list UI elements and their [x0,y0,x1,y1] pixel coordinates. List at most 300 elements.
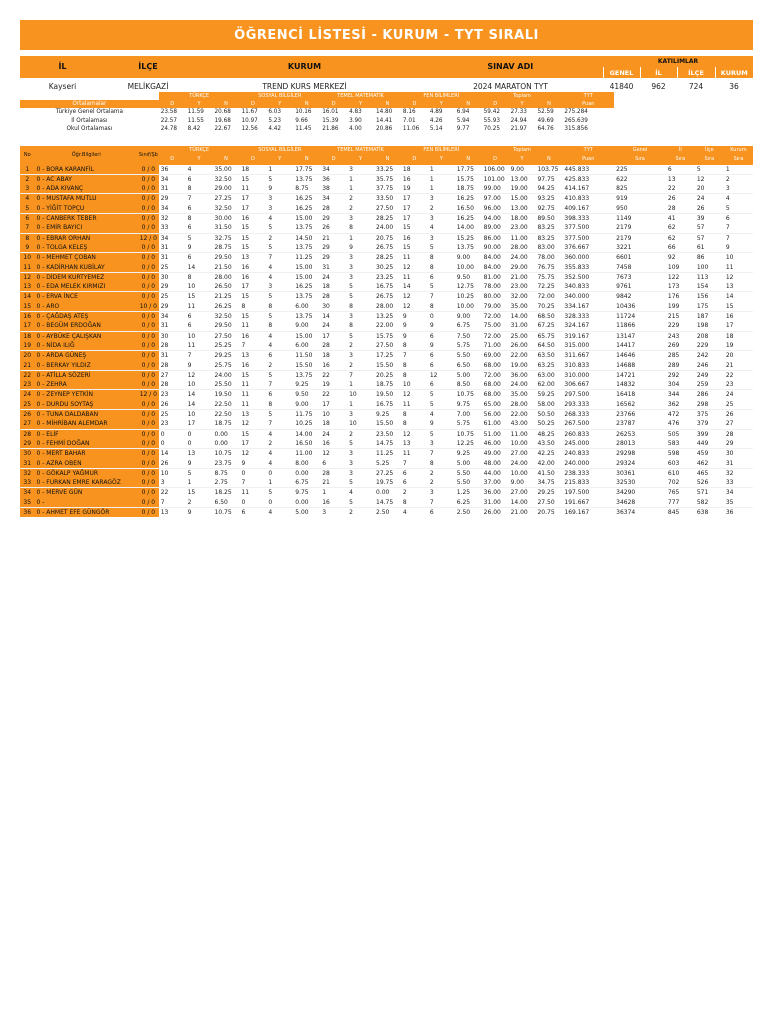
score-cell: 6.50 [213,498,240,508]
student-name: 0 - AZRA OBEN [34,459,138,469]
score-cell: 5 [347,478,374,488]
table-row [20,223,753,233]
student-no: 29 [20,439,34,449]
score-cell: 9 [402,313,407,321]
score-cell: 8 [187,215,192,223]
kat-kurum-label: KURUM [715,67,753,78]
score-cell: 31 [159,321,186,331]
section-header: Toplam [482,92,563,100]
score-cell: 12 [401,263,428,273]
score-cell: 12 [322,450,330,458]
score-cell: 8 [402,371,407,379]
rank-cell: 23766 [616,411,636,419]
score-cell: 7 [402,352,407,360]
score-cell: 16 [320,361,347,371]
score-cell: 6 [429,273,434,281]
score-cell: 4 [268,215,273,223]
score-cell: 9 [428,321,455,331]
score-cell: 3 [349,254,353,262]
score-cell: 17.25 [376,352,394,360]
score-cell: 30.00 [214,215,232,223]
rank-cell: 154 [695,282,724,292]
student-no: 16 [20,312,34,322]
student-class: 0 / 0 [138,439,159,449]
score-cell: 328.333 [564,313,590,321]
score-cell: 67.25 [535,321,562,331]
student-no: 27 [20,419,34,429]
rank-cell: 109 [666,263,695,273]
rank-cell: 92 [667,254,676,262]
score-cell: 27.50 [374,341,401,351]
score-cell: 32 [160,215,169,223]
sub-col-header: N [374,155,401,164]
student-no: 21 [20,361,34,371]
score-cell: 5 [268,293,273,301]
score-cell: 50.50 [537,411,555,419]
score-cell: 31 [160,254,169,262]
score-cell: 6 [186,223,213,233]
table-row [20,272,753,282]
score-cell: 23.00 [509,282,536,292]
table-row [20,351,753,361]
score-cell: 101.00 [483,175,505,183]
rank-cell: 259 [695,380,724,390]
score-cell: 5 [268,371,273,379]
score-cell: 410.833 [564,195,590,203]
score-cell: 306.667 [562,380,614,390]
score-cell: 324.167 [562,321,614,331]
sub-col-header: D [401,100,428,108]
student-class: 0 / 0 [138,204,159,214]
score-cell: 445.833 [562,165,614,175]
score-cell: 8 [187,273,192,281]
score-cell: 7 [429,293,434,301]
student-name: 0 - AHMET EFE GÜNGÖR [34,507,138,517]
empty-cell [614,100,753,108]
rank-cell: 269 [666,341,695,351]
score-cell: 5 [266,243,293,253]
score-cell: 13.75 [295,175,313,183]
rank-cell: 199 [666,302,695,312]
score-cell: 11 [401,400,428,410]
score-cell: 19 [401,184,428,194]
score-cell: 6 [429,352,434,360]
student-class: 12 / 0 [139,234,157,242]
score-cell: 63.50 [537,352,555,360]
score-cell: 19.50 [376,391,394,399]
score-cell: 1 [428,165,455,175]
rank-cell: 465 [696,469,709,477]
rank-cell: 66 [666,243,695,253]
sub-col-header: N [535,100,562,108]
score-cell: 42.00 [535,459,562,469]
score-cell: 27.25 [214,195,232,203]
sinav-value: 2024 MARATON TYT [418,78,603,96]
score-cell: 43.00 [509,419,536,429]
score-cell: 27.00 [510,450,528,458]
score-cell: 1 [428,184,455,194]
score-cell: 15.50 [374,419,401,429]
score-cell: 1 [186,478,213,488]
score-cell: 6 [187,313,192,321]
rank-cell: 41 [667,215,676,223]
score-cell: 28 [159,361,186,371]
score-cell: 6 [401,478,428,488]
average-value: 52.59 [537,109,554,116]
score-cell: 4 [268,332,273,340]
rank-cell: 505 [667,430,680,438]
score-cell: 6 [241,508,246,516]
student-class: 0 / 0 [138,174,159,184]
score-cell: 3 [347,459,374,469]
score-cell: 0 [429,313,434,321]
score-cell: 2.75 [213,478,240,488]
rank-cell: 33 [724,478,753,488]
section-header: Toplam [482,146,563,155]
table-row [20,390,753,400]
rank-cell: 379 [695,419,724,429]
table-row [20,184,753,194]
score-cell: 8.75 [293,184,320,194]
score-cell: 26.75 [374,243,401,253]
score-cell: 72.00 [483,371,501,379]
score-cell: 398.333 [564,215,590,223]
sub-col-header: Y [428,100,455,108]
score-cell: 3 [347,263,374,273]
sub-col-header: D [239,100,266,108]
score-cell: 36 [159,165,186,175]
score-cell: 78.00 [537,254,555,262]
rank-cell: 26 [667,195,676,203]
average-name: Türkiye Genel Ortalama [55,109,123,116]
average-value: 55.93 [483,117,500,124]
il-label: İL [20,56,105,78]
rank-cell: 246 [695,361,724,371]
score-cell: 2 [266,439,293,449]
score-cell: 7 [266,380,293,390]
rank-cell: 14646 [616,352,636,360]
puan-header: Puan [562,155,614,164]
score-cell: 28 [322,469,330,477]
score-cell: 6 [268,352,273,360]
score-cell: 10.25 [293,419,320,429]
score-cell: 4 [268,450,273,458]
score-cell: 1 [266,165,293,175]
score-cell: 14 [160,450,169,458]
score-cell: 63.00 [537,371,555,379]
student-no: 12 [20,272,34,282]
rank-cell: 29 [724,439,753,449]
rank-cell: 173 [666,282,695,292]
score-cell: 92.75 [535,204,562,214]
score-cell: 21.25 [214,293,232,301]
average-value: 24.94 [510,117,527,124]
score-cell: 8 [186,184,213,194]
score-cell: 7 [159,498,186,508]
score-cell: 7 [239,478,266,488]
score-cell: 72.25 [535,282,562,292]
score-cell: 10 [401,380,428,390]
student-no: 8 [20,233,34,243]
rank-cell: 175 [695,302,724,312]
rank-cell: 249 [696,371,709,379]
rank-cell: 919 [616,195,628,203]
score-cell: 11 [239,321,266,331]
score-cell: 34 [159,204,186,214]
score-cell: 17 [239,439,266,449]
rank-cell: 2179 [616,234,632,242]
score-cell: 38 [320,184,347,194]
score-cell: 0 [268,469,273,477]
table-row [20,204,753,214]
score-cell: 3 [349,352,353,360]
student-no: 7 [20,223,34,233]
average-name: İl Ortalaması [71,117,108,124]
score-cell: 34 [160,313,169,321]
rank-cell: 20 [695,184,724,194]
student-no: 32 [20,468,34,478]
rank-cell: 36374 [616,508,636,516]
sub-col-header: N [455,100,482,108]
average-value: 9.77 [456,125,470,132]
score-cell: 9.50 [456,273,471,281]
rank-cell: 298 [695,400,724,410]
score-cell: 0 [266,498,293,508]
student-name: 0 - FEHMİ DOĞAN [34,439,138,449]
score-cell: 16 [241,273,250,281]
score-cell: 33.50 [376,195,394,203]
student-no: 26 [20,410,34,420]
rank-cell: 622 [616,175,628,183]
score-cell: 28 [322,293,330,301]
score-cell: 22 [160,489,169,497]
average-value: 59.42 [483,109,500,116]
score-cell: 10 [187,332,196,340]
score-cell: 238.333 [564,469,590,477]
score-cell: 29.25 [537,489,555,497]
average-value: 4.89 [429,109,443,116]
student-class: 0 / 0 [138,292,159,302]
average-value: 70.25 [483,125,500,132]
student-class: 0 / 0 [138,459,159,469]
rank-cell: 4 [725,195,730,203]
sub-col-header: N [293,155,320,164]
score-cell: 0 [241,469,246,477]
score-cell: 1 [347,400,374,410]
score-cell: 21 [320,478,347,488]
rank-cell: 9761 [614,282,666,292]
score-cell: 3 [429,234,434,242]
score-cell: 14 [187,391,196,399]
rank-cell: 243 [667,332,680,340]
student-name: 0 - MERT BAHAR [34,449,138,459]
student-name: 0 - MİHRİBAN ALEMDAR [34,419,138,429]
score-cell: 9 [239,459,266,469]
rank-cell: 1149 [616,215,632,223]
empty-cell [614,92,753,100]
average-value: 6.03 [268,109,282,116]
score-cell: 16 [320,439,347,449]
score-cell: 2 [349,508,353,516]
exam-info-table [20,56,753,96]
average-value: 14.80 [376,109,393,116]
student-no: 17 [20,321,34,331]
rank-cell: 34290 [616,489,636,497]
score-cell: 9.00 [293,321,320,331]
section-header: SOSYAL BİLGİLER [239,92,320,100]
rank-cell: 285 [667,352,680,360]
score-cell: 84.00 [482,263,509,273]
rank-cell: 7673 [616,273,632,281]
score-cell: 10.00 [455,302,482,312]
kat-kurum-value: 36 [715,78,753,96]
score-cell: 9 [428,419,455,429]
score-cell: 24 [322,273,330,281]
score-cell: 9.50 [295,391,309,399]
score-cell: 10.00 [510,469,528,477]
score-cell: 6 [187,254,192,262]
score-cell: 15.00 [510,195,528,203]
score-cell: 5 [349,293,353,301]
rank-cell: 25 [724,400,753,410]
score-cell: 29.50 [214,254,232,262]
student-no: 22 [20,370,34,380]
table-row [20,331,753,341]
score-cell: 8 [347,223,374,233]
score-cell: 24.00 [509,459,536,469]
score-cell: 9 [428,341,455,351]
score-cell: 16 [241,215,250,223]
score-cell: 2 [402,489,407,497]
score-cell: 28 [320,341,347,351]
rank-cell: 638 [696,508,709,516]
section-header: TÜRKÇE [159,92,240,100]
score-cell: 11.75 [295,411,313,419]
score-cell: 28.00 [509,243,536,253]
rank-cell: 603 [666,459,695,469]
sub-col-header: D [159,155,186,164]
table-row [20,214,753,224]
table-row [20,243,753,253]
score-cell: 22.50 [214,411,232,419]
score-cell: 25.00 [510,332,528,340]
score-cell: 75.75 [537,273,555,281]
score-cell: 5.50 [456,352,471,360]
score-cell: 5 [266,223,293,233]
score-cell: 9.00 [456,313,471,321]
score-cell: 25 [159,263,186,273]
score-cell: 0 [187,430,192,438]
average-value: 7.01 [402,117,416,124]
table-row [20,321,753,331]
score-cell: 25.75 [213,361,240,371]
score-cell: 9.75 [455,400,482,410]
average-row [20,108,753,116]
score-cell: 69.00 [483,352,501,360]
score-cell: 3 [322,508,327,516]
score-cell: 28.75 [213,243,240,253]
average-value: 20.68 [214,109,231,116]
rank-cell: 198 [695,321,724,331]
score-cell: 169.167 [564,508,590,516]
score-cell: 4 [268,273,273,281]
rank-cell: 113 [696,273,709,281]
student-name: 0 - ARDA GÜNEŞ [34,351,138,361]
student-class: 0 / 0 [138,243,159,253]
no-header: No [20,146,34,165]
sub-col-header: D [320,155,347,164]
score-cell: 17 [402,215,411,223]
score-cell: 8 [266,302,293,312]
score-cell: 8 [239,302,266,312]
score-cell: 11 [402,273,411,281]
rank-cell: 57 [696,234,705,242]
score-cell: 414.167 [562,184,614,194]
score-cell: 68.00 [482,380,509,390]
rank-cell: 176 [667,293,680,301]
score-cell: 5 [349,332,353,340]
sub-col-header: D [239,155,266,164]
sira-header: Sıra [666,155,695,164]
score-cell: 26.25 [213,302,240,312]
score-cell: 29 [322,254,330,262]
average-value: 64.76 [537,125,554,132]
average-value: 49.69 [537,117,554,124]
score-cell: 4 [268,430,273,438]
score-cell: 3 [349,450,353,458]
student-name: 0 - TUNA DALDABAN [34,410,138,420]
rank-cell: 7458 [614,263,666,273]
rank-cell: 9842 [616,293,632,301]
score-cell: 32.00 [510,293,528,301]
score-cell: 2 [428,478,455,488]
score-cell: 9.00 [509,478,536,488]
score-cell: 191.667 [562,498,614,508]
rank-header: İl [666,146,695,155]
score-cell: 8.50 [455,380,482,390]
score-cell: 6.25 [455,498,482,508]
rank-cell: 765 [667,489,680,497]
rank-header: İlçe [695,146,724,155]
rank-cell: 34628 [614,498,666,508]
score-cell: 2 [347,361,374,371]
score-cell: 11 [241,391,250,399]
student-name: 0 - BEGÜM ERDOĞAN [34,321,138,331]
score-cell: 7 [428,498,455,508]
score-cell: 30 [320,302,347,312]
score-cell: 16.75 [374,282,401,292]
score-cell: 8 [428,263,455,273]
rank-cell: 61 [695,243,724,253]
score-cell: 5 [268,489,273,497]
score-cell: 24.00 [510,254,528,262]
student-class: 0 / 0 [138,488,159,498]
score-cell: 268.333 [564,411,590,419]
rank-cell: 286 [696,391,709,399]
score-cell: 5 [268,411,273,419]
score-cell: 36.00 [510,371,528,379]
score-cell: 18 [239,165,266,175]
average-value: 11.55 [187,117,204,124]
score-cell: 2 [266,361,293,371]
score-cell: 10.25 [456,293,474,301]
student-name: 0 - DURDU SOYTAŞ [34,400,138,410]
score-cell: 8 [401,341,428,351]
score-cell: 90.00 [482,243,509,253]
score-cell: 0.00 [214,430,228,438]
student-name: 0 - EBRAR ORHAN [34,233,138,243]
score-cell: 6 [268,391,273,399]
